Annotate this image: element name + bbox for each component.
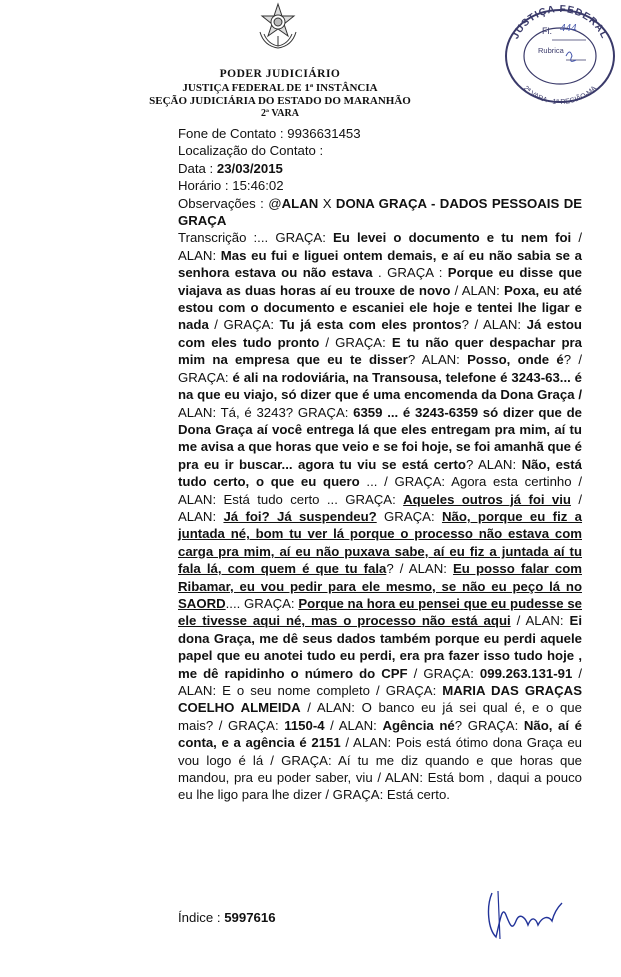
transcript-segment: / ALAN:: [510, 613, 570, 629]
transcript-segment: / ALAN: O banco eu já sei qual é, e o que mais? / GRAÇA:: [178, 700, 582, 733]
transcript-segment: 6359 ... é 3243-6359 só dizer que de Dona Graça aí você entrega lá que eles entregam pra mim, aí tu me avisa a que horas que veio e se foi hoje, se foi amanhã que é pra eu ir buscar... agora tu viu se está certo: [178, 404, 582, 472]
stamp-top-text: JUSTIÇA FEDERAL: [510, 3, 610, 41]
data-value: 23/03/2015: [216, 160, 283, 176]
observacoes-x: X: [318, 195, 336, 211]
transcript-segment: ... / GRAÇA: Agora esta certinho / ALAN: Está tudo certo ... GRAÇA:: [178, 474, 582, 507]
transcript-segment: Ei dona Graça, me dê seus dados também porque eu perdi aquele papel que eu anotei tudo eu perdi, era pra fazer isso tudo hoje , me dê rapidinho o número do CPF: [178, 613, 582, 681]
header-line-vara: 2ª VARA: [261, 108, 299, 119]
transcript-segment: Posso, onde é: [467, 352, 564, 368]
transcript-segment: MARIA DAS GRAÇAS COELHO ALMEIDA: [178, 683, 582, 716]
transcricao-label: Transcrição :...: [178, 230, 276, 246]
document-body: [178, 125, 582, 804]
header-line-justica-federal: JUSTIÇA FEDERAL DE 1ª INSTÂNCIA: [182, 82, 378, 94]
brazil-coat-of-arms-icon: [254, 2, 302, 50]
indice-label: Índice :: [178, 910, 221, 925]
transcript-segment: ? / ALAN:: [461, 317, 527, 333]
transcript-segment: Eu posso falar com Ribamar, eu vou pedir para ele mesmo, se não eu peço lá no SAORD: [178, 561, 582, 611]
transcript-segment: Não, está tudo certo, o que eu quero: [178, 456, 582, 490]
transcript-segment: 1150-4: [284, 717, 325, 733]
transcript-segment: Aqueles outros já foi viu: [403, 491, 571, 507]
transcript-segment: Tu já esta com eles prontos: [279, 317, 462, 333]
localizacao-row: [178, 142, 582, 159]
header-line-poder-judiciario: PODER JUDICIÁRIO: [219, 68, 341, 80]
transcript-segment: Eu levei o documento e tu nem foi: [333, 230, 572, 246]
transcript-segment: .... GRAÇA:: [225, 595, 299, 611]
transcript-segment: 099.263.131-91: [479, 665, 573, 681]
transcript-segment: / ALAN:: [450, 282, 504, 298]
observacoes-alan: ALAN: [281, 195, 319, 211]
transcript-segment: Poxa, eu até estou com o documento e escaniei ele hoje e tentei lhe ligar e nada: [178, 282, 582, 333]
handwritten-signature: [478, 885, 568, 945]
transcript-segment: E tu não quer despachar pra mim na empresa que eu te disser: [178, 334, 583, 368]
transcript-segment: ? / GRAÇA:: [178, 352, 582, 385]
transcript-segment: / ALAN:: [178, 230, 582, 263]
transcript-segment: / GRAÇA:: [208, 317, 280, 333]
stamp-bottom-text: 2ª VARA - 1ª REGIÃO-MA: [522, 84, 598, 104]
transcricao-paragraph: [178, 229, 582, 803]
transcript-segment: Não, aí é conta, e a agência é 2151: [178, 717, 582, 751]
horario-row: [178, 177, 582, 194]
data-row: [178, 160, 582, 177]
indice-value: 5997616: [224, 910, 276, 925]
transcript-segment: ? ALAN:: [465, 456, 522, 472]
observacoes-at: @: [268, 195, 282, 211]
fone-label: Fone de Contato :: [178, 126, 284, 141]
stamp-rubrica-label: Rubrica: [538, 46, 564, 55]
transcript-segment: . GRAÇA :: [372, 265, 448, 281]
transcript-segment: ALAN: Tá, é 3243? GRAÇA:: [178, 404, 354, 420]
horario-label: Horário :: [178, 178, 229, 194]
header-line-secao-judiciaria: SEÇÃO JUDICIÁRIA DO ESTADO DO MARANHÃO: [149, 95, 411, 107]
localizacao-label: Localização do Contato :: [178, 143, 324, 159]
transcript-segment: / GRAÇA:: [407, 665, 480, 681]
horario-value: 15:46:02: [232, 178, 284, 194]
transcript-segment: / ALAN: E o seu nome completo / GRAÇA:: [178, 665, 583, 698]
data-label: Data :: [178, 160, 214, 176]
transcript-segment: / ALAN: Pois está ótimo dona Graça eu vou logo é lá / GRAÇA: Aí tu me diz quando e que horas que mandou, pra eu poder saber, viu / ALAN: Está bom , daqui a pouco eu lhe ligo para lhe dizer / GRAÇA: Está certo.: [178, 735, 582, 803]
observacoes-subject: DONA GRAÇA - DADOS PESSOAIS DE GRAÇA: [178, 195, 583, 229]
transcript-segment: / ALAN:: [324, 717, 383, 733]
fone-row: [178, 125, 582, 142]
transcript-segment: Já estou com eles tudo pronto: [178, 317, 582, 350]
transcript-segment: Porque eu disse que viajava as duas horas aí eu trouxe de novo: [178, 265, 583, 298]
observacoes-label: Observações :: [178, 195, 264, 211]
transcript-text: [178, 230, 582, 802]
transcript-segment: GRAÇA:: [376, 508, 442, 524]
indice-row: [178, 910, 276, 925]
transcript-segment: é ali na rodoviária, na Transousa, telefone é 3243-63... é na que eu viajo, só dizer que é uma encomenda da Dona Graça /: [178, 369, 582, 403]
transcript-segment: / GRAÇA:: [319, 334, 392, 350]
transcript-segment: Não, porque eu fiz a juntada né, bom tu ver lá porque o processo não estava com carga pra mim, aí eu não puxava sabe, aí eu fiz a juntada aí tu fala lá, com quem é que tu fala: [178, 508, 583, 577]
stamp-folha-label: Fl.: [542, 26, 552, 36]
transcript-segment: Já foi? Já suspendeu?: [223, 508, 377, 524]
stamp-folha-value: 444: [560, 22, 577, 34]
transcript-segment: GRAÇA:: [275, 230, 333, 246]
transcript-segment: ? ALAN:: [407, 352, 468, 368]
transcript-segment: ? / ALAN:: [386, 561, 454, 577]
transcript-segment: / ALAN:: [178, 491, 582, 524]
observacoes-row: [178, 195, 582, 230]
transcript-segment: Mas eu fui e liguei ontem demais, e aí eu não sabia se a senhora estava ou não estava: [178, 247, 583, 281]
fone-value: 9936631453: [287, 126, 361, 141]
transcript-segment: Agência né: [382, 717, 455, 733]
transcript-segment: ? GRAÇA:: [454, 717, 524, 733]
svg-text:2ª VARA - 1ª REGIÃO-MA: [522, 85, 598, 104]
transcript-segment: Porque na hora eu pensei que eu pudesse se ele tivesse aqui né, mas o processo não está aqui: [178, 595, 582, 629]
